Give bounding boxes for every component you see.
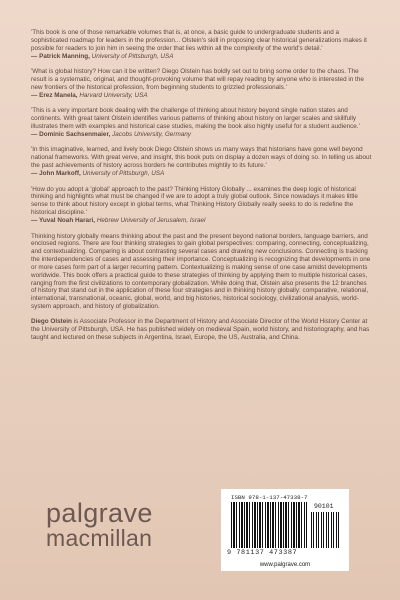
quote-attribution: — Yuval Noah Harari, Hebrew University of Jerusalem, Israel [31,217,206,225]
quote-text: 'In this imaginative, learned, and lively book Diego Olstein shows us many ways that historians have gone well beyond national frameworks. With great verve, and insight, this book puts on display a dozen ways of doing so. In telling us about the past achievements of history across borders he contributes mightily to its future.' [31,146,372,170]
author-bio [31,318,373,342]
publisher-logo [46,500,153,550]
publisher-name-line1: palgrave [46,498,153,528]
author-name: Diego Olstein [31,317,72,325]
quote-attribution: — Erez Manela, Harvard University, USA [31,91,148,99]
endorsement-quote [31,68,373,100]
quote-affiliation: University of Pittsburgh, USA [82,170,165,178]
barcode-panel [221,489,349,571]
isbn-label: ISBN 978-1-137-47338-7 [231,494,308,501]
publisher-name-line2: macmillan [46,525,153,551]
quote-attribution: — Patrick Manning, University of Pittsburgh, USA [31,52,174,60]
endorsement-quote [31,146,373,178]
quote-text: 'This book is one of those remarkable volumes that is, at once, a basic guide to undergraduate students and a sophisticated roadmap for leaders in the profession... Olstein's skill in proposing clear historical generalizations makes it possible for readers to join him in seeing the order that lies within all the complexity of the world's detail.' [31,29,367,52]
quote-text: 'This is a very important book dealing with the challenge of thinking about history beyond single nation states and continents. With great talent Olstein identifies various patterns of thinking about history on larger scales and skillfully illustrates them with examples and historical case studies, making the book also highly useful for a student audience.' [31,107,360,131]
cover-text [31,29,373,342]
barcode-icon [231,502,307,548]
quote-affiliation: Jacobs University, Germany [112,130,191,138]
quote-attribution: — Dominic Sachsenmaier, Jacobs University, Germany [31,130,191,138]
quote-author: John Markoff [39,170,79,178]
publisher-website: www.palgrave.com [259,562,311,568]
quote-author: Yuval Noah Harari [39,217,94,225]
quote-text: 'How do you adopt a 'global' approach to the past? Thinking History Globally ... examines the deep logic of historical thinking and highlights what must be changed if we are to adopt a truly global outlook. Since nowadays it makes little sense to think about history except in global terms, what Thinking History Globally really seeks to do is redefine the historical discipline.' [31,185,358,217]
addon-barcode-icon [311,512,341,548]
quote-affiliation: Hebrew University of Jerusalem, Israel [96,217,206,225]
quote-affiliation: Harvard University, USA [79,91,148,99]
price-addon-code: 90101 [314,503,334,510]
quote-attribution: — John Markoff, University of Pittsburgh, USA [31,170,165,178]
endorsement-quote [31,107,373,139]
endorsement-quote [31,29,373,61]
endorsement-quote [31,186,373,226]
quote-author: Erez Manela [39,91,76,99]
book-description: Thinking history globally means thinking about the past and the present beyond national borders, language barriers, and enclosed regions. There are four thinking strategies to gain global perspectives: comparing, connecting, conceptualizing, and contextualizing. Comparing is about contrasting several cases and drawing new conclusions. Connecting is tracking the interdependencies of cases and assessing their importance. Conceptualizing is recognizing that developments in one or more cases form part of a larger recurring pattern. Contextualizing is making sense of one case amidst developments worldwide. This book offers a practical guide to these strategies of thinking by applying them to multiple historical cases, ranging from the first civilizations to contemporary globalization. While doing that, Olstein also presents the 12 branches of history that stand out in the application of these four strategies and in thinking history globally: comparative, relational, international, transnational, oceanic, global, world, and big histories, historical sociology, civilizational analysis, world-system approach, and history of globalization. [31,232,371,311]
quote-author: Dominic Sachsenmaier [39,130,109,138]
quote-author: Patrick Manning [39,52,89,60]
barcode-digits: 9 781137 473387 [227,549,298,557]
quote-affiliation: University of Pittsburgh, USA [91,52,174,60]
author-bio-text: is Associate Professor in the Department of History and Associate Director of the World History Center at the University of Pittsburgh, USA. He has published widely on medieval Spain, world history, and historiography, and has taught and lectured on these subjects in Argentina, Israel, Europe, the US, Australia, and China. [31,317,370,341]
quote-text: 'What is global history? How can it be written? Diego Olstein has boldly set out to bring some order to the chaos. The result is a systematic, original, and thought-provoking volume that will repay reading by anyone who is interested in the new frontiers of the historical profession, from beginning students to grizzled professionals.' [31,68,364,91]
